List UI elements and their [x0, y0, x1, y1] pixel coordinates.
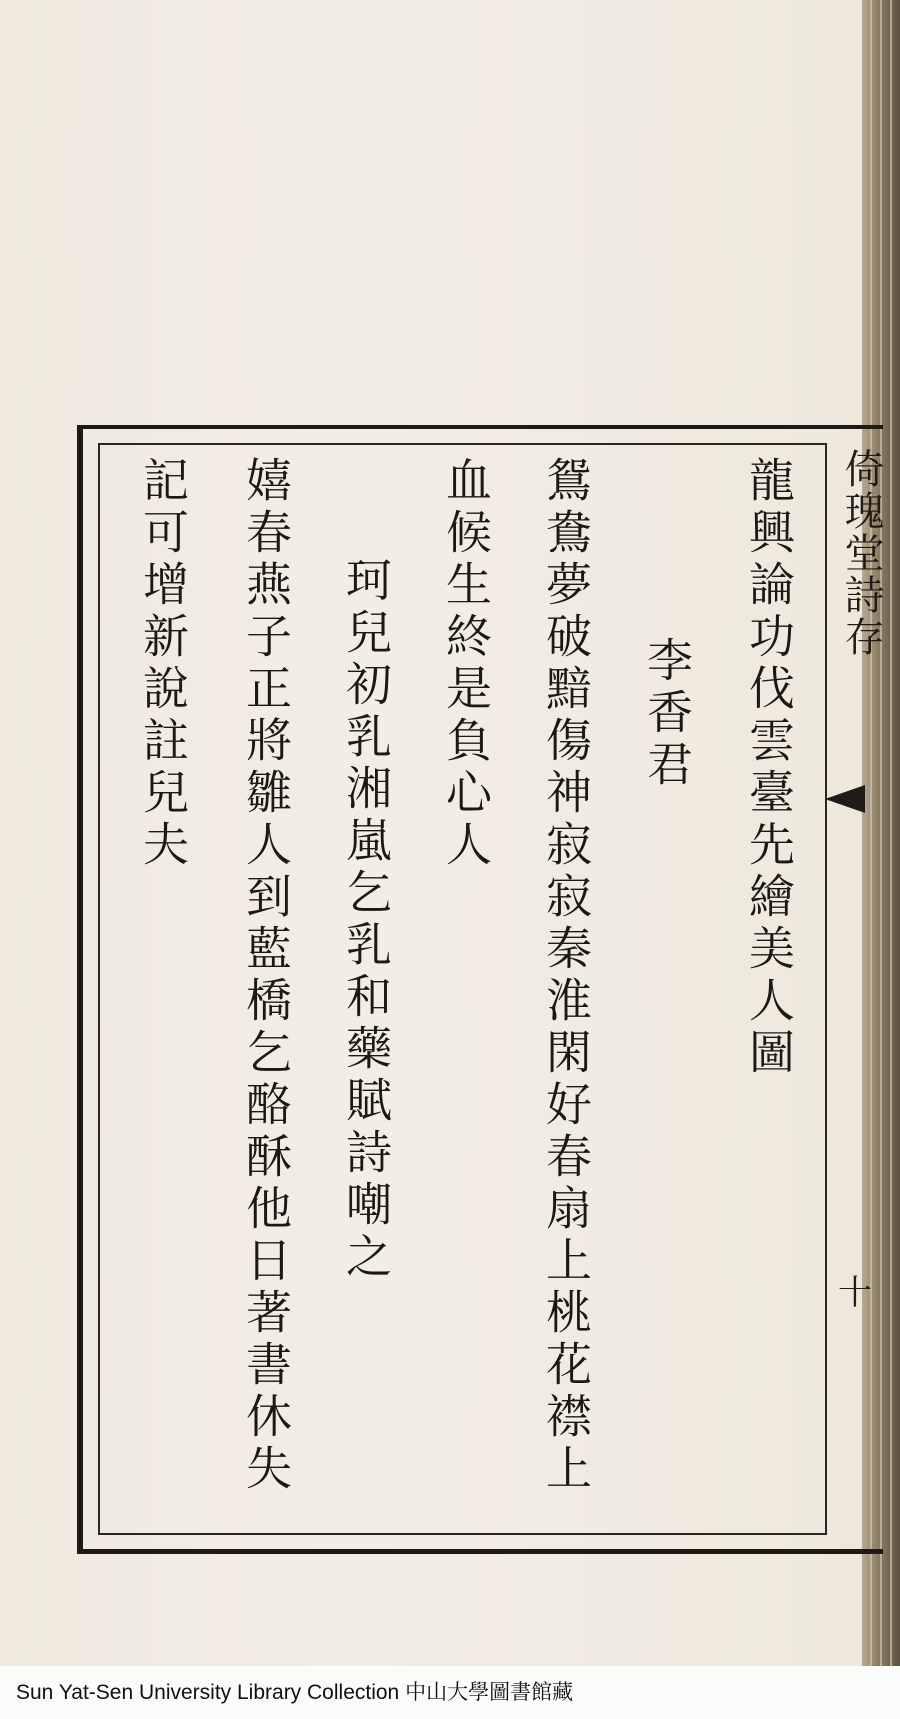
fishtail-mark — [825, 785, 865, 813]
library-caption: Sun Yat-Sen University Library Collection 中山大學圖書館藏 — [0, 1666, 900, 1719]
text-column-2: 李香君 — [640, 636, 694, 792]
text-column-6: 嬉春燕子正將雛人到藍橋乞酪酥他日著書休失 — [239, 456, 293, 1496]
text-column-7: 記可增新說註兒夫 — [136, 456, 190, 872]
text-column-5: 珂兒初乳湘嵐乞乳和藥賦詩嘲之 — [339, 556, 393, 1284]
text-column-4: 血候生終是負心人 — [439, 456, 493, 872]
margin-page-number: 十 — [838, 1273, 872, 1313]
text-column-1: 龍興論功伐雲臺先繪美人圖 — [742, 456, 796, 1080]
text-column-3: 鴛鴦夢破黯傷神寂寂秦淮閑好春扇上桃花襟上 — [539, 456, 593, 1496]
margin-book-title: 倚瑰堂詩存 — [838, 448, 884, 658]
